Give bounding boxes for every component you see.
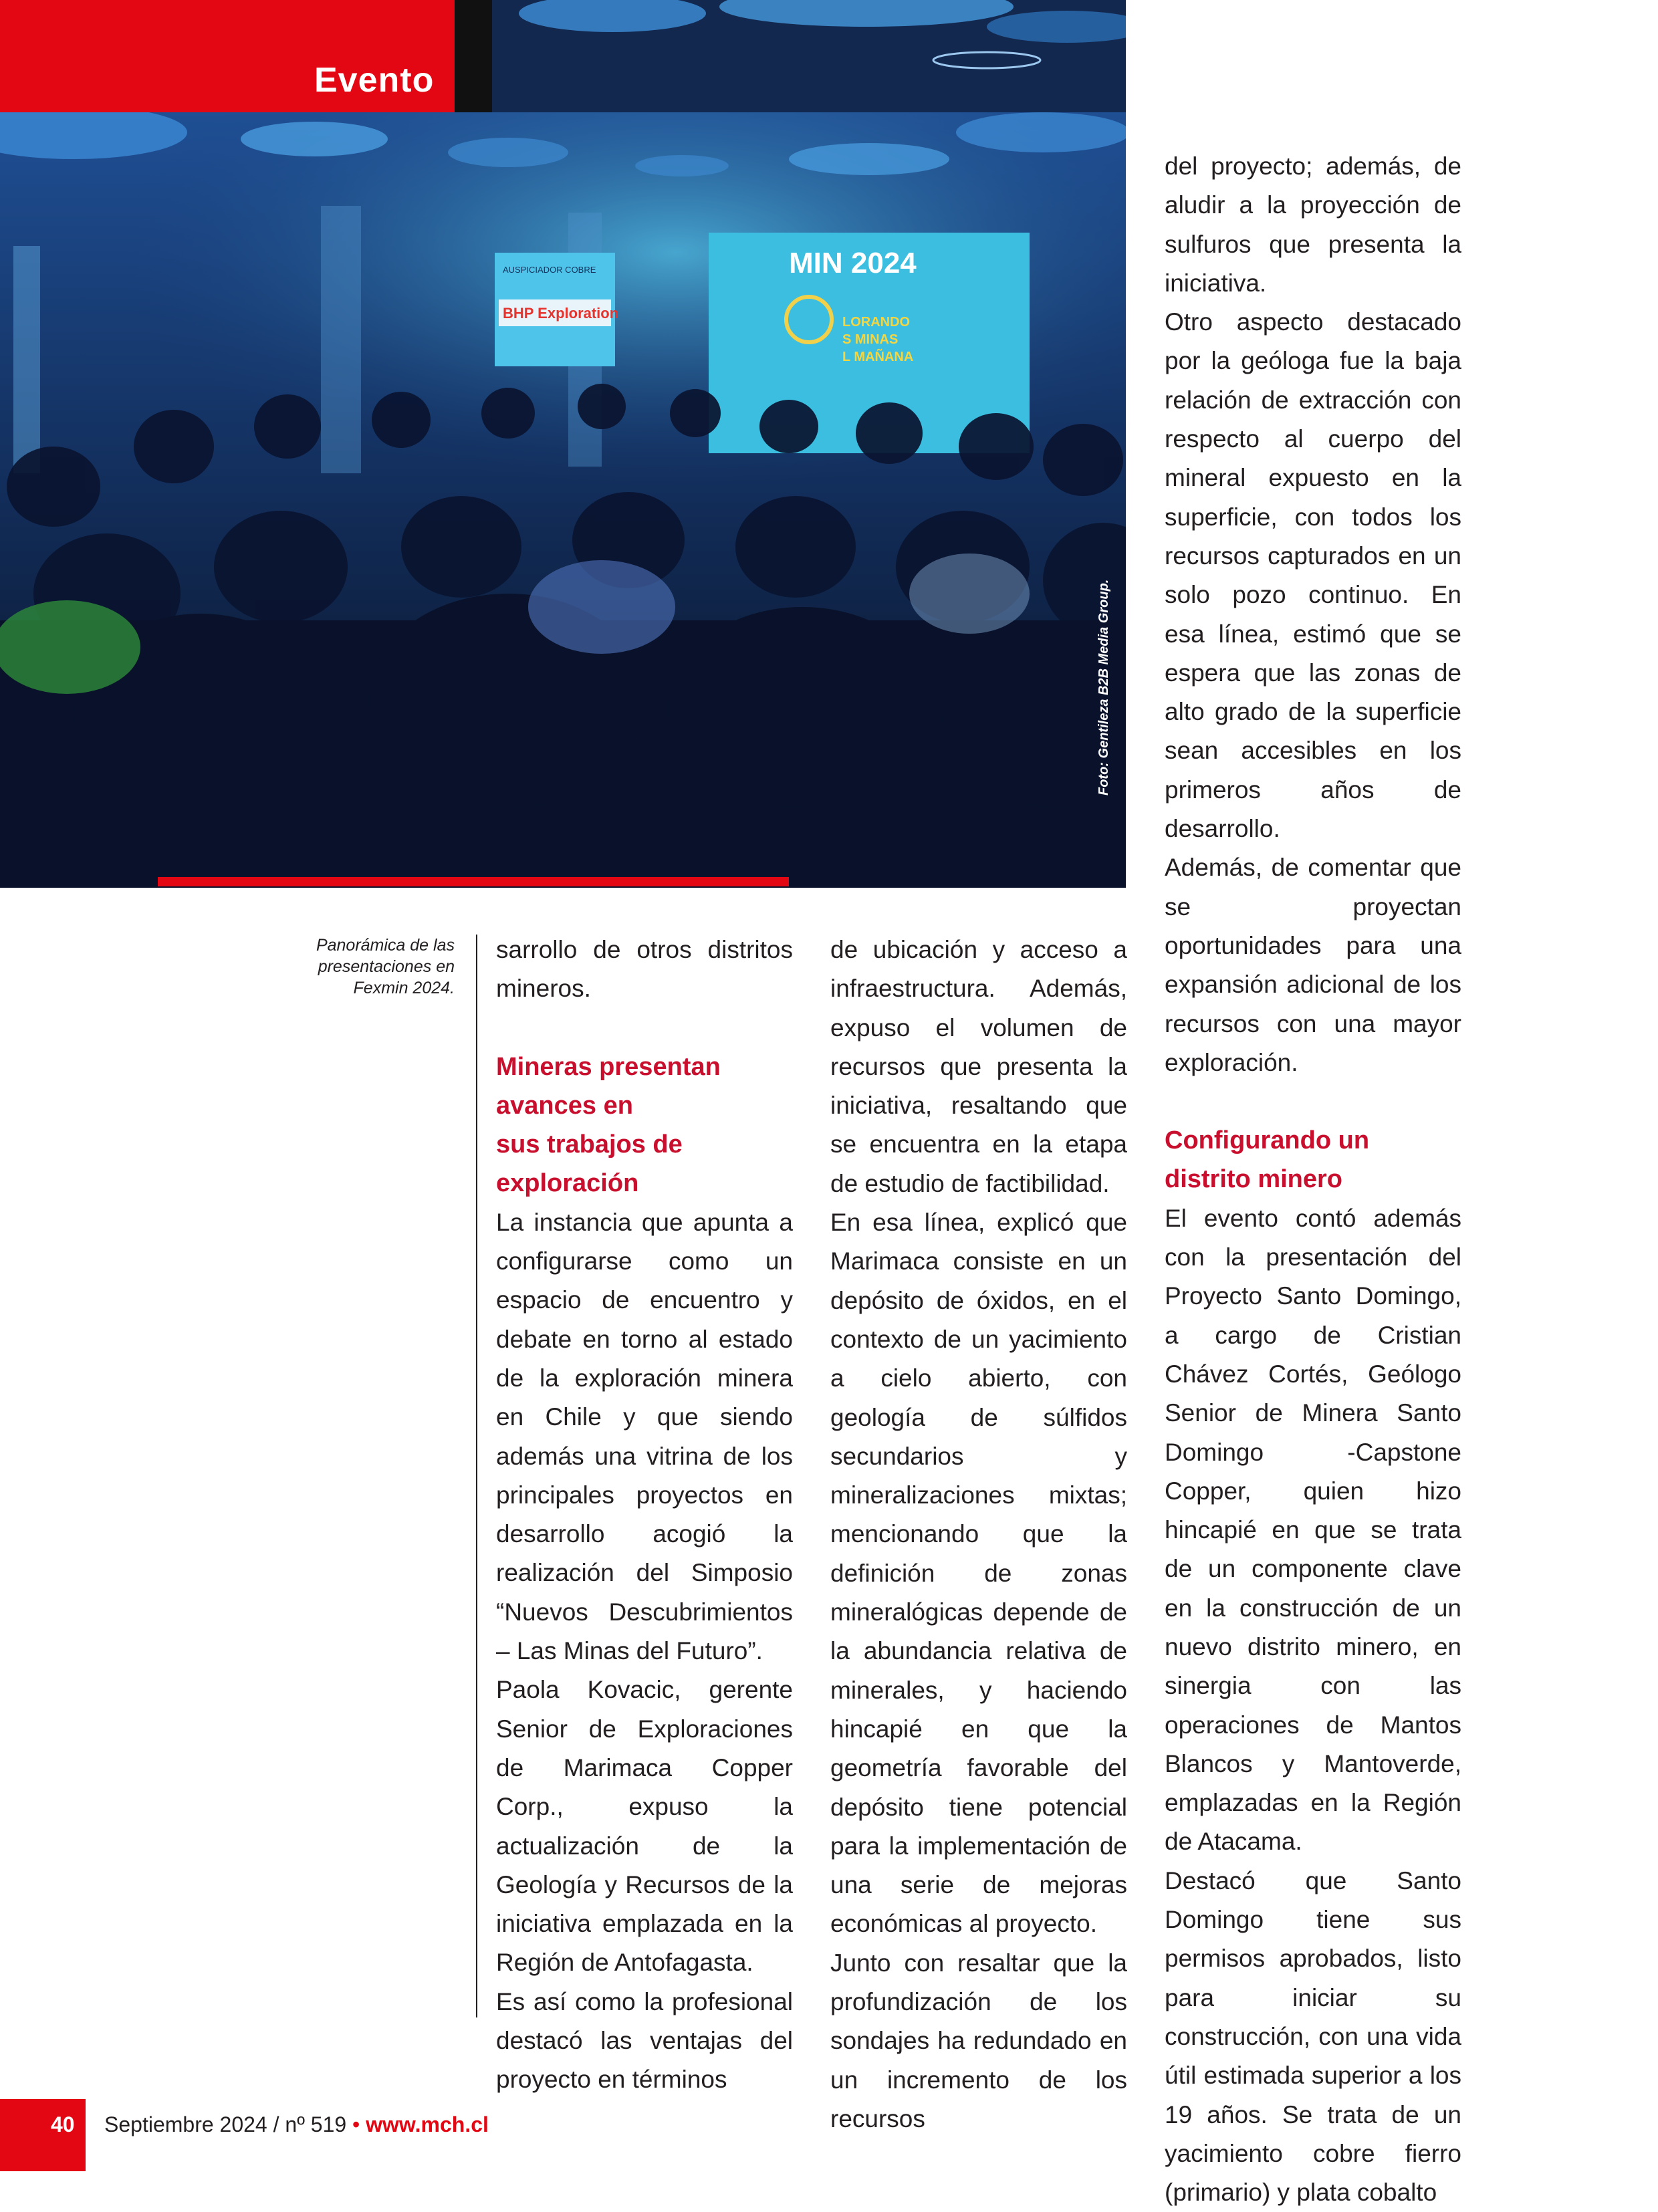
screen-line-2: S MINAS: [842, 332, 899, 347]
section-tab-accent: [455, 0, 492, 112]
screen-line-1: LORANDO: [842, 315, 911, 330]
article-column-1: [496, 931, 793, 2100]
heading-line: avances en: [496, 1091, 633, 1120]
caption-line: Panorámica de las: [316, 936, 455, 955]
photo-caption: [281, 935, 455, 999]
screen-right-title: MIN 2024: [789, 247, 917, 279]
paragraph: Paola Kovacic, gerente Senior de Exploraciones de Marimaca Copper Corp., expuso la actualización de la Geología y Recursos de la iniciativa emplazada en la Región de Antofagasta.: [496, 1676, 793, 1977]
screen-line-3: L MAÑANA: [842, 350, 914, 364]
caption-line: Fexmin 2024.: [353, 979, 455, 997]
screen-left-text: BHP Exploration: [503, 305, 619, 322]
paragraph: del proyecto; además, de aludir a la proyección de sulfuros que presenta la iniciativa.: [1165, 152, 1461, 297]
event-photo: [0, 112, 1126, 888]
section-heading-1: [496, 1048, 793, 1203]
photo-red-bar: [158, 877, 789, 886]
paragraph: Es así como la profesional destacó las ventajas del proyecto en términos: [496, 1987, 793, 2094]
column-divider: [476, 935, 477, 2017]
paragraph: Junto con resaltar que la profundización de los sondajes ha redundado en un incremento de los recursos: [830, 1949, 1127, 2132]
photo-credit: Foto: Gentileza B2B Media Group.: [1096, 579, 1111, 795]
footer-text: [104, 2112, 489, 2137]
heading-line: Mineras presentan: [496, 1052, 721, 1081]
paragraph: La instancia que apunta a configurarse como un espacio de encuentro y debate en torno al estado de la exploración minera en Chile y que siendo además una vitrina de los principales proyectos en desarrollo acogió la realización del Simposio “Nuevos Descubrimientos – Las Minas del Futuro”.: [496, 1208, 793, 1665]
caption-line: presentaciones en: [318, 957, 455, 976]
article-column-3: [1165, 147, 1461, 2212]
heading-line: sus trabajos de: [496, 1130, 683, 1159]
paragraph: El evento contó además con la presentación del Proyecto Santo Domingo, a cargo de Cristian Chávez Cortés, Geólogo Senior de Minera Santo Domingo -Capstone Copper, quien hizo hincapié en que se trata de un componente clave en la construcción de un nuevo distrito minero, en sinergia con las operaciones de Mantos Blancos y Mantoverde, emplazadas en la Región de Atacama.: [1165, 1204, 1461, 1856]
paragraph: Destacó que Santo Domingo tiene sus permisos aprobados, listo para iniciar su construcción, con una vida útil estimada superior a los 19 años. Se trata de un yacimiento cobre fierro (primario) y plata cobalto: [1165, 1866, 1461, 2207]
heading-line: exploración: [496, 1169, 639, 1198]
paragraph: de ubicación y acceso a infraestructura. Además, expuso el volumen de recursos que presenta la iniciativa, resaltando que se encuentra en la etapa de estudio de factibilidad.: [830, 936, 1127, 1197]
issue-info: Septiembre 2024 / nº 519: [104, 2112, 347, 2136]
paragraph: En esa línea, explicó que Marimaca consiste en un depósito de óxidos, en el contexto de un yacimiento a cielo abierto, con geología de súlfidos secundarios y mineralizaciones mixtas; mencionando que la definición de zonas mineralógicas depende de la abundancia relativa de minerales, y haciendo hincapié en que la geometría favorable del depósito tiene potencial para la implementación de una serie de mejoras económicas al proyecto.: [830, 1209, 1127, 1938]
section-label: Evento: [314, 61, 435, 100]
section-heading-2: [1165, 1121, 1461, 1199]
heading-line: Configurando un: [1165, 1126, 1370, 1155]
paragraph: sarrollo de otros distritos mineros.: [496, 936, 793, 1003]
website-link[interactable]: www.mch.cl: [366, 2112, 489, 2136]
article-column-2: [830, 931, 1127, 2138]
page-number: 40: [51, 2112, 75, 2136]
photo-top-strip: [492, 0, 1126, 112]
paragraph: Otro aspecto destacado por la geóloga fue la baja relación de extracción con respecto al cuerpo del mineral expuesto en la superficie, con todos los recursos capturados en un solo pozo continuo. En esa línea, estimó que se espera que las zonas de alto grado de la superficie sean accesibles en los primeros años de desarrollo.: [1165, 308, 1461, 843]
heading-line: distrito minero: [1165, 1165, 1343, 1194]
footer-separator: •: [352, 2112, 360, 2136]
paragraph: Además, de comentar que se proyectan oportunidades para una expansión adicional de los recursos con una mayor exploración.: [1165, 854, 1461, 1076]
screen-left-small: AUSPICIADOR COBRE: [503, 265, 596, 275]
